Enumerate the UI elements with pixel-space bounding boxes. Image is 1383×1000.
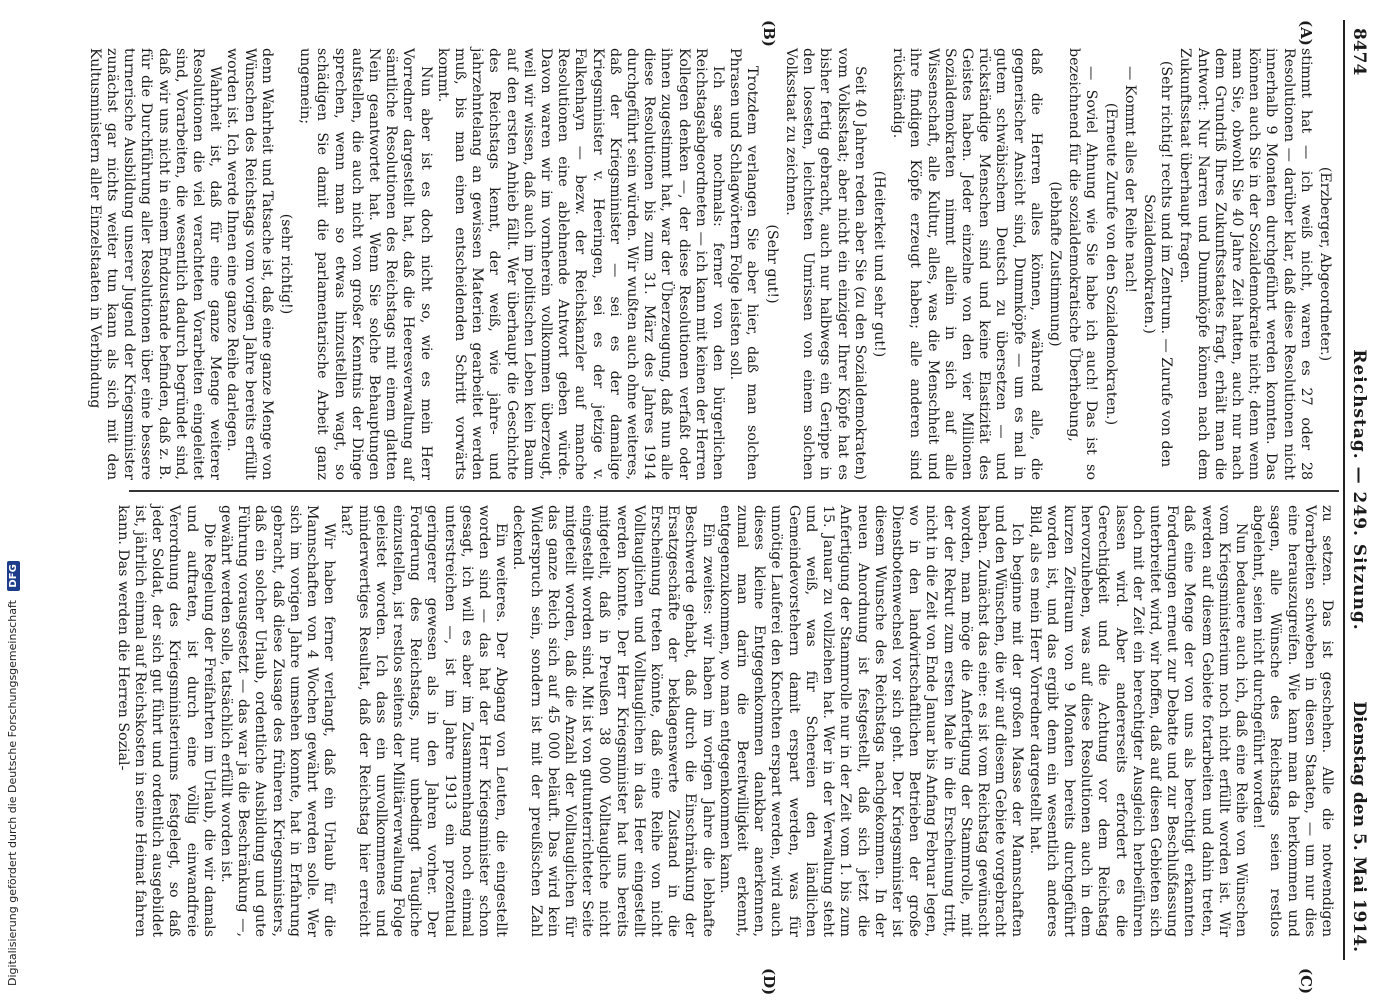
interjection: (lebhafte Zustimmung) [1046, 181, 1063, 347]
paragraph: Nun aber ist es doch nicht so, wie es mein Herr Vorredner dargestellt hat, daß die Heeresverwaltung auf sämtliche Resolutionen des Reichstags mit einem glatten Nein geantwortet hat. Wenn Sie solche Behauptungen aufstellen, die auch nicht von großer Kenntnis der Dinge sprechen, wenn man so etwas hinzustellen wagt, so schädigen Sie damit die parlamentarische Arbeit ganz ungemein; [297, 48, 434, 480]
paragraph: — Soviel Ahnung wie Sie habe ich auch! Das ist so bezeichnend für die sozialdemokratische Überhebung, [1066, 48, 1100, 480]
session-date: Dienstag den 5. Mai 1914. [1349, 701, 1369, 952]
paragraph: Ich beginne mit der großen Masse der Mannschaften und den Wünschen, die wir auf diesem Gebiete vorgebracht haben. Zunächst das eine: es ist vom Reichstag gewünscht worden, man möge die Anfertigung der Stammrolle, mit der der Rekrut zum ersten Male in die Erscheinung tritt, nicht in die Zeit von Ende Januar bis Anfang Februar legen, wo in den landwirtschaftlichen Betrieben der große Dienstbotenwechsel vor sich geht. Der Kriegsminister ist diesem Wunsche des Reichstags nachgekommen. In der neuen Anordnung ist festgestellt, daß sich jetzt die Anfertigung der Stammrolle nur in der Zeit vom 1. bis zum 15. Januar zu vollziehen hat. Wer in der Verwaltung steht und weiß, was für Schereien den ländlichen Gemeindevorstehern damit erspart werden, was für unnötige Lauferei den Knechten erspart werden, wird auch dieses kleine Entgegenkommen dankbar anerkennen, zumal man darin die Bereitwilligkeit erkennt, entgegenzukommen, wo man entgegenkommen kann. [716, 505, 1026, 937]
interjection: (Heiterkeit und sehr gut!) [870, 170, 887, 358]
paragraph: daß die Herren alles können, während alle, die gegnerischer Ansicht sind, Dummköpfe — um es mal in gutem schwäbischem Deutsch zu übersetzen — und rückständige Menschen sind und keine Elastizität des Geistes haben. Jeder einzelne von den vier Millionen Sozialdemokraten nimmt allein in sich auf alle Wissenschaft, alle Kultur, alles, was die Menschheit und ihre findigen Köpfe erzeugt haben; alle anderen sind rückständig. [890, 48, 1044, 480]
right-column [114, 505, 1335, 937]
dfg-logo-icon: DFG [7, 561, 20, 590]
margin-marker-b: (B) [760, 20, 778, 47]
paragraph: Ich sage nochmals: ferner von den bürgerlichen Reichstagsabgeordneten — ich kann mit keinen der Herren Kollegen denken —, der diese Resolutionen verfaßt oder ihnen zugestimmt hat, war der Überzeugung, daß nun alle diese Resolutionen bis zum 31. März des Jahres 1914 durchgeführt sein würden. Wir wußten auch ohne weiteres, daß der Kriegsminister — sei es der damalige Kriegsminister v. Heeringen, sei es der jetzige v. Falkenhayn — bezw. der Reichskanzler auf manche Resolutionen eine ablehnende Antwort geben würde. Davon waren wir im vornherein vollkommen überzeugt, weil wir wissen, daß auch im politischen Leben kein Baum auf den ersten Anhieb fällt. Wer überhaupt die Geschichte des Reichstags kennt, der weiß, wie jahre- und jahrzehntelang an gewissen Materien gearbeitet werden muß, bis man einen entscheidenden Schritt vorwärts kommt. [434, 48, 727, 480]
paragraph: Wahrheit ist, daß für eine ganze Menge weiterer Resolutionen die viel verachteten Vorarbeiten eingeleitet sind, Vorarbeiten, die wesentlich dadurch begründet sind, daß wir uns nicht in einem Endzustande befinden, daß z. B. für die Durchführung aller Resolutionen über eine bessere turnerische Ausbildung unserer Jugend der Kriegsminister zunächst gar nichts weiter tun kann als sich mit den Kultusministern aller Einzelstaaten in Verbindung [86, 48, 224, 480]
interjection: (Sehr richtig! rechts und im Zentrum. — Zurufe von den Sozialdemokraten.) [1140, 60, 1175, 468]
page-number: 8474 [1349, 28, 1369, 76]
interjection: (Erneute Zurufe von den Sozialdemokraten.) [1102, 102, 1119, 426]
digitization-credit [0, 0, 26, 1000]
credit-text: Digitalisierung gefördert durch die Deutsche Forschungsgemeinschaft [6, 600, 19, 986]
column-divider [129, 490, 1339, 492]
paragraph: zu setzen. Das ist geschehen. Alle die notwendigen Vorarbeiten schweben in diesen Staaten, — um nur dies eine herauszugreifen. Wie kann man da herkommen und sagen, alle Wünsche des Reichstags seien restlos abgelehnt, seien nicht durchgeführt worden! [1250, 505, 1335, 937]
margin-marker-d: (D) [760, 968, 778, 996]
paragraph: denn Wahrheit und Tatsache ist, daß eine ganze Menge von Wünschen des Reichstags vom vorigen Jahre bereits erfüllt worden ist. Ich werde Ihnen eine ganze Reihe darlegen. [224, 48, 275, 480]
paragraph: Die Regelung der Freifahrten im Urlaub, die wir damals und auftraten, ist durch eine völlig einwandfreie Verordnung des Kriegsministeriums festgelegt, so daß jeder Soldat, der sich gut führt und ordentlich ausgebildet ist, jährlich einmal auf Reichskosten in seine Heimat fahren kann. Das werden die Herren Sozial- [114, 505, 217, 937]
paragraph: Trotzdem verlangen Sie aber hier, daß man solchen Phrasen und Schlagwörtern Folge leisten soll. [727, 48, 761, 480]
paragraph: stimmt hat — ich weiß nicht, waren es 27 oder 28 Resolutionen — darüber klar, daß diese Resolutionen nicht innerhalb 9 Monaten durchgeführt werden konnten. Das können auch Sie in der Sozialdemokratie nicht; denn wenn man Sie, obwohl Sie 40 Jahre Zeit hatten, auch nur nach dem Grundriß Ihres Zukunftsstaates fragt, erhält man die Antwort: Nur Narren und Dummköpfe können nach dem Zukunftsstaat überhaupt fragen. [1177, 48, 1314, 480]
left-column [86, 48, 1335, 480]
paragraph: Nun bedauere auch ich, daß eine Reihe von Wünschen vom Kriegsministerium noch nicht erfüllt worden ist. Wir werden auf diesem Gebiete fortarbeiten und dahin treten, daß eine Menge der von uns als berechtigt erkannten Forderungen erneut zur Debatte und zur Beschlußfassung unterbreitet wird, wir hoffen, daß auf diesen Gebieten sich doch mit der Zeit ein berechtigter Ausgleich herbeiführen lassen wird. Aber andererseits erfordert es die Gerechtigkeit und die Achtung vor dem Reichstag hervorzuheben, was auf diese Resolutionen auch in dem kurzen Zeitraum von 9 Monaten bereits durchgeführt worden ist, und das ergibt denn ein wesentlich anderes Bild, als es mein Herr Vorredner dargestellt hat. [1026, 505, 1249, 937]
speaker-line: (Erzberger, Abgeordneter.) [1317, 166, 1333, 362]
margin-marker-c: (C) [1297, 968, 1315, 995]
interjection: (Sehr gut!) [763, 224, 780, 304]
margin-marker-a: (A) [1297, 20, 1315, 46]
paragraph: Wir haben ferner verlangt, daß ein Urlaub für die Mannschaften von 4 Wochen gewährt werden solle. Wer sich im vorigen Jahre umsehen konnte, hat in Erfahrung gebracht, daß diese Zusage des früheren Kriegsministers, daß ein solcher Urlaub, ordentliche Ausbildung und gute Führung vorausgesetzt — das war ja die Beschränkung —, gewährt werden solle, tatsächlich erfüllt worden ist. [218, 505, 338, 937]
paragraph: — Kommt alles der Reihe nach! [1121, 66, 1138, 294]
page-title: Reichstag. — 249. Sitzung. [1349, 349, 1369, 631]
paragraph: Ein weiteres. Der Abgang von Leuten, die eingestellt worden sind — das hat der Herr Kriegsminister schon gesagt, ich will es aber im Zusammenhang noch einmal unterstreichen —, ist im Jahre 1913 ein prozentual geringerer gewesen als in den Jahren vorher. Der Forderung des Reichstags, nur unbedingt Taugliche einzustellen, ist restlos seitens der Militärverwaltung Folge geleistet worden. Ich dass ein unvollkommenes und minderwertiges Resultat, daß der Reichstag hier erreicht hat? [338, 505, 510, 937]
page-header [1343, 20, 1371, 960]
paragraph: Seit 40 Jahren reden aber Sie (zu den Sozialdemokraten) vom Volksstaat; aber nicht ein einziger Ihrer Köpfe hat es bisher fertig gebracht, auch nur halbwegs ein Gerippe in den losesten, leichtesten Umrissen von einem solchen Volksstaat zu zeichnen. [782, 48, 868, 480]
interjection: (sehr richtig!) [278, 213, 295, 315]
paragraph: Ein zweites: wir haben im vorigen Jahre die lebhafte Beschwerde gehabt, daß durch die Einschränkung der Ersatzgeschäfte der beklagenswerte Zustand in die Erscheinung treten könnte, daß eine Reihe von nicht Volltauglichen und Volltauglichen in das Heer eingestellt werden konnte. Der Herr Kriegsminister hat uns bereits mitgeteilt, daß in Preußen 38 000 Volltaugliche nicht eingestellt worden sind. Mit ist von gutunterrichteter Seite mitgeteilt worden, daß die Anzahl der Volltauglichen für das ganze Reich sich auf 45 000 beläuft. Das wird kein Widerspruch sein, sondern ist mit der preußischen Zahl deckend. [510, 505, 716, 937]
document-page [83, 0, 1383, 1000]
